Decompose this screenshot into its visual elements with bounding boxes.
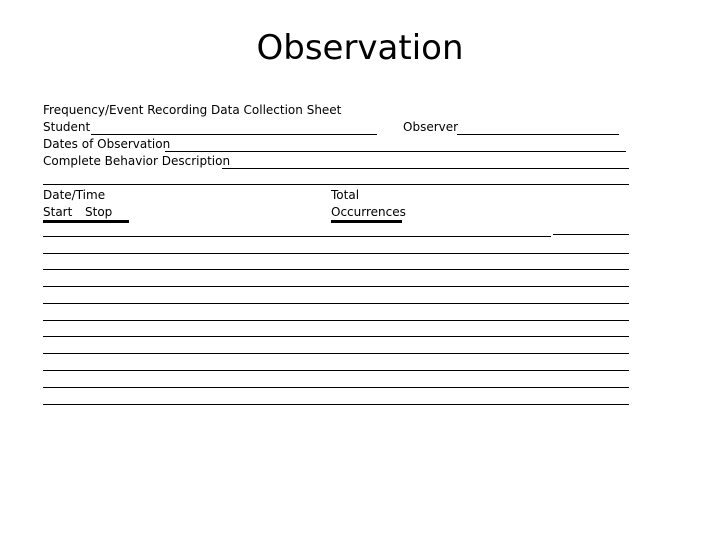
entry-line[interactable]	[43, 404, 629, 405]
entry-line[interactable]	[43, 370, 629, 371]
date-time-header-bar	[43, 220, 129, 223]
entry-line[interactable]	[43, 286, 629, 287]
total-header: Total	[331, 188, 360, 202]
entry-line[interactable]	[43, 269, 629, 270]
total-header-bar	[331, 220, 402, 223]
entry-line[interactable]	[43, 387, 629, 388]
observer-label: Observer	[403, 120, 459, 134]
page-title: Observation	[256, 28, 464, 68]
dates-field[interactable]	[165, 151, 626, 152]
observer-field[interactable]	[457, 134, 619, 135]
entry-line[interactable]	[43, 236, 551, 237]
occurrences-header: Occurrences	[331, 205, 406, 219]
student-field[interactable]	[91, 134, 377, 135]
form-heading: Frequency/Event Recording Data Collection Sheet	[43, 103, 342, 117]
date-time-header: Date/Time	[43, 188, 106, 202]
entry-line[interactable]	[43, 320, 629, 321]
behavior-field-continued[interactable]	[43, 184, 629, 185]
stop-header: Stop	[85, 205, 113, 219]
entry-line[interactable]	[43, 303, 629, 304]
behavior-field[interactable]	[222, 168, 629, 169]
entry-line[interactable]	[43, 336, 629, 337]
entry-line[interactable]	[43, 253, 629, 254]
entry-line-tail[interactable]	[553, 234, 629, 235]
entry-line[interactable]	[43, 353, 629, 354]
dates-label: Dates of Observation	[43, 137, 171, 151]
start-header: Start	[43, 205, 73, 219]
student-label: Student	[43, 120, 91, 134]
behavior-label: Complete Behavior Description	[43, 154, 231, 168]
